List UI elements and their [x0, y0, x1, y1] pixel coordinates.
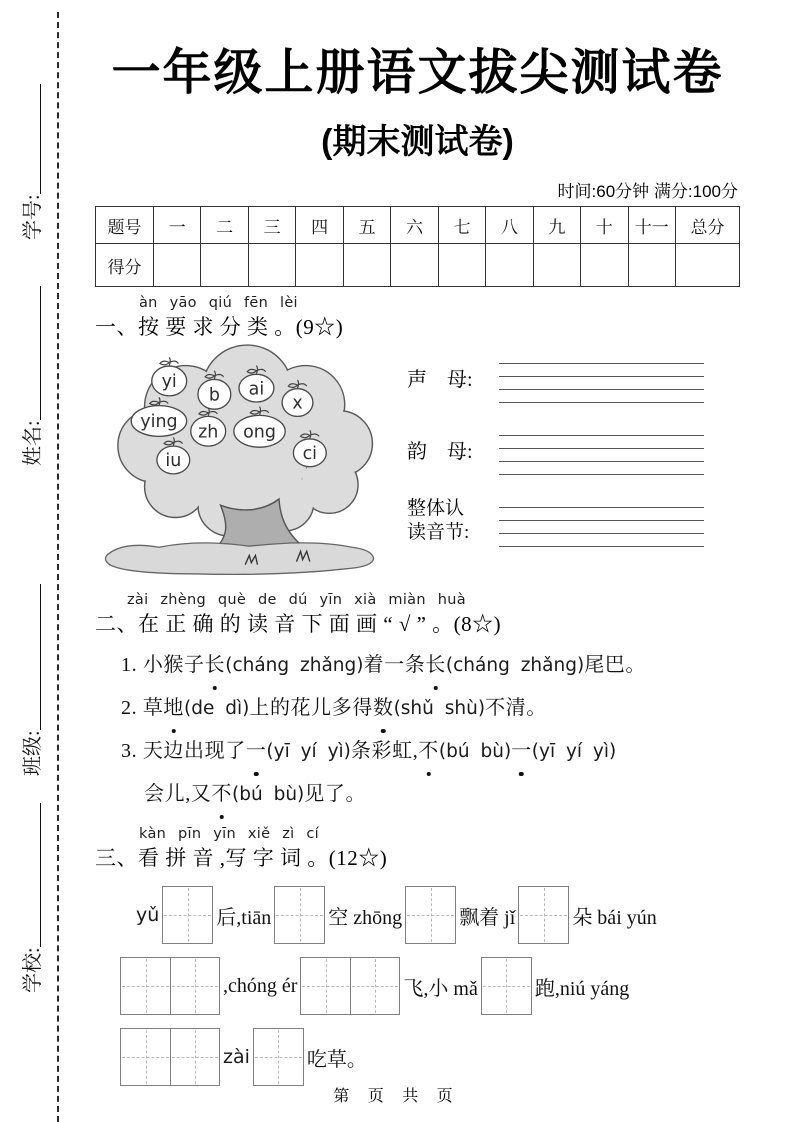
- score-cell: [201, 244, 248, 287]
- col-3: 三: [248, 207, 295, 244]
- col-10: 十: [581, 207, 628, 244]
- school-field: [16, 803, 45, 993]
- writing-box: [405, 886, 456, 944]
- score-cell: [248, 244, 295, 287]
- score-cell: [533, 244, 580, 287]
- section3-heading: 三、看 拼 音 ,写 字 词 。(12☆): [95, 846, 388, 870]
- initials-answer-staff: [499, 351, 704, 403]
- writing-box: [481, 957, 532, 1015]
- student-id-blank: [21, 84, 41, 194]
- col-6: 六: [391, 207, 438, 244]
- initials-label: 声 母:: [407, 368, 473, 391]
- question-item-2: 2. 草地(de dì)上的花儿多得数(shǔ shù)不清。: [121, 687, 740, 730]
- section2-pinyin: zài zhèng què de dú yīn xià miàn huà: [127, 592, 466, 608]
- section3-pinyin: kàn pīn yīn xiě zì cí: [139, 826, 319, 842]
- section1-pinyin: àn yāo qiú fēn lèi: [139, 295, 298, 311]
- apple-pinyin: ying: [140, 412, 178, 433]
- class-field: [16, 584, 45, 776]
- question-number-label: 题号: [96, 207, 154, 244]
- name-label: 姓名:: [22, 420, 44, 466]
- initials-row: [407, 351, 740, 403]
- whole-syllables-answer-staff: [499, 495, 704, 547]
- finals-label: 韵 母:: [407, 440, 473, 463]
- section2-heading: 二、在 正 确 的 读 音 下 面 画 “ √ ” 。(8☆): [95, 612, 502, 636]
- score-table-score-row: [96, 244, 740, 287]
- time-score-info: 时间:60分钟 满分:100分: [557, 182, 738, 201]
- school-blank: [21, 803, 41, 947]
- col-9: 九: [533, 207, 580, 244]
- class-blank: [21, 584, 41, 730]
- writing-row-3: zài 吃草。: [95, 1028, 740, 1086]
- writing-box-double: [120, 957, 220, 1015]
- writing-box: [274, 886, 325, 944]
- classification-answers: [383, 343, 740, 567]
- score-cell: [486, 244, 533, 287]
- name-field: [16, 286, 45, 466]
- score-table: [95, 206, 740, 287]
- apple-pinyin: yi: [161, 372, 177, 393]
- score-table-header-row: [96, 207, 740, 244]
- score-cell: [391, 244, 438, 287]
- whole-syllables-label: 整体认 读音节:: [407, 498, 470, 543]
- writing-box: [518, 886, 569, 944]
- apple-tree-illustration: [95, 343, 383, 582]
- score-cell: [296, 244, 343, 287]
- page-footer: 第 页 共 页: [333, 1088, 460, 1105]
- grass-ground: [105, 543, 373, 575]
- apple-pinyin: x: [292, 393, 303, 414]
- score-cell: [628, 244, 675, 287]
- question-item-1: 1. 小猴子长(cháng zhǎng)着一条长(cháng zhǎng)尾巴。: [121, 644, 740, 687]
- paper-subtitle: (期末测试卷): [321, 123, 514, 161]
- writing-box: [162, 886, 213, 944]
- whole-syllables-row: [407, 495, 740, 547]
- apple-pinyin: b: [208, 385, 220, 406]
- apple-pinyin: iu: [165, 451, 182, 472]
- main-content: [95, 0, 740, 1099]
- question-item-3: 3. 天边出现了一(yī yí yì)条彩虹,不(bú bù)一(yī yí yì) 会儿,又不(bú bù)见了。: [121, 730, 740, 816]
- score-cell: [581, 244, 628, 287]
- writing-row-2: ,chóng ér 飞,小 mǎ 跑,niú yáng: [95, 957, 740, 1015]
- school-label: 学校:: [22, 947, 44, 993]
- apple-pinyin: ong: [243, 422, 276, 443]
- writing-box-double: [120, 1028, 220, 1086]
- col-2: 二: [201, 207, 248, 244]
- section1-heading: 一、按 要 求 分 类 。(9☆): [95, 315, 344, 339]
- binding-dashed-line: [57, 12, 59, 1122]
- finals-answer-staff: [499, 423, 704, 475]
- student-id-label: 学号:: [22, 194, 44, 240]
- apple-pinyin: ai: [248, 379, 265, 400]
- score-cell: [343, 244, 390, 287]
- writing-box-double: [300, 957, 400, 1015]
- col-4: 四: [296, 207, 343, 244]
- col-total: 总分: [676, 207, 740, 244]
- score-cell: [154, 244, 201, 287]
- student-id-field: [16, 84, 45, 240]
- writing-row-1: yǔ 后,tiān 空 zhōng 飘着 jǐ 朵 bái yún: [95, 886, 740, 944]
- class-label: 班级:: [22, 730, 44, 776]
- writing-box: [253, 1028, 304, 1086]
- col-5: 五: [343, 207, 390, 244]
- apple-tree-svg: [95, 343, 383, 577]
- section1-body: [95, 343, 740, 582]
- col-7: 七: [438, 207, 485, 244]
- apple-pinyin: ci: [302, 443, 318, 464]
- score-cell: [438, 244, 485, 287]
- col-1: 一: [154, 207, 201, 244]
- score-cell-total: [676, 244, 740, 287]
- paper-title: 一年级上册语文拔尖测试卷: [111, 46, 724, 100]
- col-11: 十一: [628, 207, 675, 244]
- col-8: 八: [486, 207, 533, 244]
- score-label: 得分: [96, 244, 154, 287]
- name-blank: [21, 286, 41, 420]
- finals-row: [407, 423, 740, 475]
- apple-pinyin: zh: [198, 422, 219, 443]
